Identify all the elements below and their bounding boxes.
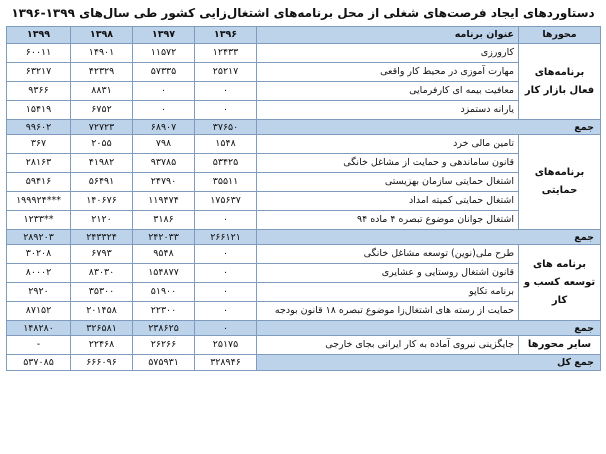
value-cell-1399: ۹۳۶۶ bbox=[7, 82, 71, 101]
table-row bbox=[7, 211, 601, 230]
category-cell: برنامه‌های فعال بازار کار bbox=[519, 44, 601, 120]
subtotal-row bbox=[7, 230, 601, 245]
value-cell-1397: ۲۶۲۶۶ bbox=[133, 336, 195, 355]
value-cell-1399: ۵۹۴۱۶ bbox=[7, 173, 71, 192]
value-cell-1396: ۰ bbox=[195, 211, 257, 230]
grand-total-cell-1397: ۵۷۵۹۳۱ bbox=[133, 355, 195, 371]
value-cell-1397: ۹۳۷۸۵ bbox=[133, 154, 195, 173]
value-cell-1399: **۱۲۳۳ bbox=[7, 211, 71, 230]
value-cell-1399: ۶۰۰۱۱ bbox=[7, 44, 71, 63]
value-cell-1396: ۰ bbox=[195, 302, 257, 321]
subtotal-cell-1399: ۹۹۶۰۲ bbox=[7, 120, 71, 135]
value-cell-1397: ۱۱۹۴۷۴ bbox=[133, 192, 195, 211]
table-row bbox=[7, 44, 601, 63]
table-row bbox=[7, 264, 601, 283]
program-cell: اشتغال جوانان موضوع تبصره ۴ ماده ۹۴ bbox=[257, 211, 519, 230]
table-row bbox=[7, 192, 601, 211]
subtotal-cell-1399: ۲۸۹۲۰۳ bbox=[7, 230, 71, 245]
value-cell-1399: - bbox=[7, 336, 71, 355]
value-cell-1397: ۱۱۵۷۲ bbox=[133, 44, 195, 63]
value-cell-1398: ۴۱۹۸۲ bbox=[71, 154, 133, 173]
value-cell-1399: ۸۷۱۵۲ bbox=[7, 302, 71, 321]
subtotal-cell-1398: ۷۲۷۲۳ bbox=[71, 120, 133, 135]
value-cell-1396: ۵۳۴۲۵ bbox=[195, 154, 257, 173]
value-cell-1399: ۳۶۷ bbox=[7, 135, 71, 154]
header-1398: ۱۳۹۸ bbox=[71, 27, 133, 44]
value-cell-1398: ۲۰۱۴۵۸ bbox=[71, 302, 133, 321]
subtotal-cell-1397: ۶۸۹۰۷ bbox=[133, 120, 195, 135]
value-cell-1396: ۰ bbox=[195, 283, 257, 302]
program-cell: قانون ساماندهی و حمایت از مشاغل خانگی bbox=[257, 154, 519, 173]
program-cell: اشتغال حمایتی کمیته امداد bbox=[257, 192, 519, 211]
value-cell-1399: ۲۸۱۶۳ bbox=[7, 154, 71, 173]
value-cell-1399: ۸۰۰۰۲ bbox=[7, 264, 71, 283]
table-row bbox=[7, 173, 601, 192]
grand-total-cell-1398: ۶۶۶۰۹۶ bbox=[71, 355, 133, 371]
value-cell-1397: ۳۱۸۶ bbox=[133, 211, 195, 230]
subtotal-label: جمع bbox=[257, 321, 601, 336]
grand-total-cell-1399: ۵۳۷۰۸۵ bbox=[7, 355, 71, 371]
table-row bbox=[7, 283, 601, 302]
subtotal-row bbox=[7, 120, 601, 135]
subtotal-cell-1399: ۱۴۸۲۸۰ bbox=[7, 321, 71, 336]
value-cell-1398: ۲۲۴۶۸ bbox=[71, 336, 133, 355]
table-row bbox=[7, 154, 601, 173]
value-cell-1398: ۳۵۳۰۰ bbox=[71, 283, 133, 302]
value-cell-1398: ۱۴۹۰۱ bbox=[71, 44, 133, 63]
category-cell: سایر محورها bbox=[519, 336, 601, 355]
program-cell: مهارت آموزی در محیط کار واقعی bbox=[257, 63, 519, 82]
subtotal-cell-1398: ۳۲۶۵۸۱ bbox=[71, 321, 133, 336]
value-cell-1397: ۵۱۹۰۰ bbox=[133, 283, 195, 302]
grand-total-row bbox=[7, 355, 601, 371]
other-axes-row bbox=[7, 336, 601, 355]
program-cell: کارورزی bbox=[257, 44, 519, 63]
program-cell: یارانه دستمزد bbox=[257, 101, 519, 120]
value-cell-1397: ۲۴۷۹۰ bbox=[133, 173, 195, 192]
table-row bbox=[7, 302, 601, 321]
program-cell: طرح ملی(نوین) توسعه مشاغل خانگی bbox=[257, 245, 519, 264]
table-row bbox=[7, 82, 601, 101]
value-cell-1397: ۱۵۴۸۷۷ bbox=[133, 264, 195, 283]
value-cell-1397: ۰ bbox=[133, 82, 195, 101]
value-cell-1396: ۲۵۱۷۵ bbox=[195, 336, 257, 355]
program-cell: برنامه تکاپو bbox=[257, 283, 519, 302]
program-cell: جایگزینی نیروی آماده به کار ایرانی بجای خارجی bbox=[257, 336, 519, 355]
header-row bbox=[7, 27, 601, 44]
value-cell-1397: ۷۹۸ bbox=[133, 135, 195, 154]
header-axis: محورها bbox=[519, 27, 601, 44]
value-cell-1396: ۰ bbox=[195, 245, 257, 264]
value-cell-1397: ۰ bbox=[133, 101, 195, 120]
grand-total-cell-1396: ۳۲۸۹۴۶ bbox=[195, 355, 257, 371]
header-program: عنوان برنامه bbox=[257, 27, 519, 44]
subtotal-label: جمع bbox=[257, 120, 601, 135]
header-1399: ۱۳۹۹ bbox=[7, 27, 71, 44]
subtotal-label: جمع bbox=[257, 230, 601, 245]
value-cell-1397: ۵۷۳۳۵ bbox=[133, 63, 195, 82]
subtotal-cell-1396: ۳۷۶۵۰ bbox=[195, 120, 257, 135]
program-cell: حمایت از رسته های اشتغال‌زا موضوع تبصره ۱۸ قانون بودجه bbox=[257, 302, 519, 321]
value-cell-1396: ۱۲۴۳۳ bbox=[195, 44, 257, 63]
category-cell: برنامه‌های حمایتی bbox=[519, 135, 601, 230]
subtotal-cell-1396: ۲۶۶۱۲۱ bbox=[195, 230, 257, 245]
value-cell-1396: ۰ bbox=[195, 82, 257, 101]
value-cell-1399: ۳۰۲۰۸ bbox=[7, 245, 71, 264]
value-cell-1399: ۶۳۲۱۷ bbox=[7, 63, 71, 82]
value-cell-1398: ۶۷۵۲ bbox=[71, 101, 133, 120]
header-1396: ۱۳۹۶ bbox=[195, 27, 257, 44]
program-cell: قانون اشتغال روستایی و عشایری bbox=[257, 264, 519, 283]
value-cell-1397: ۹۵۴۸ bbox=[133, 245, 195, 264]
grand-total-label: جمع کل bbox=[257, 355, 601, 371]
value-cell-1398: ۴۲۳۲۹ bbox=[71, 63, 133, 82]
program-cell: اشتغال حمایتی سازمان بهزیستی bbox=[257, 173, 519, 192]
subtotal-cell-1398: ۲۴۳۳۲۴ bbox=[71, 230, 133, 245]
table-row bbox=[7, 101, 601, 120]
value-cell-1398: ۸۳۰۳۰ bbox=[71, 264, 133, 283]
value-cell-1399: ***۱۹۹۹۲۴ bbox=[7, 192, 71, 211]
subtotal-cell-1397: ۲۳۸۶۲۵ bbox=[133, 321, 195, 336]
table-title: دستاوردهای ایجاد فرصت‌های شغلی از محل برنامه‌های اشتغال‌زایی کشور طی سال‌های ۱۳۹۹-۱۳۹۶ bbox=[11, 6, 595, 20]
subtotal-cell-1396: ۰ bbox=[195, 321, 257, 336]
value-cell-1396: ۰ bbox=[195, 101, 257, 120]
subtotal-row bbox=[7, 321, 601, 336]
value-cell-1398: ۱۴۰۶۷۶ bbox=[71, 192, 133, 211]
category-cell: برنامه های توسعه کسب و کار bbox=[519, 245, 601, 321]
value-cell-1396: ۳۵۵۱۱ bbox=[195, 173, 257, 192]
value-cell-1398: ۲۰۵۵ bbox=[71, 135, 133, 154]
value-cell-1399: ۲۹۲۰ bbox=[7, 283, 71, 302]
value-cell-1398: ۸۸۳۱ bbox=[71, 82, 133, 101]
program-cell: تامین مالی خرد bbox=[257, 135, 519, 154]
value-cell-1396: ۱۷۵۶۳۷ bbox=[195, 192, 257, 211]
value-cell-1399: ۱۵۴۱۹ bbox=[7, 101, 71, 120]
table-row bbox=[7, 245, 601, 264]
table-body bbox=[7, 27, 601, 371]
header-1397: ۱۳۹۷ bbox=[133, 27, 195, 44]
value-cell-1398: ۵۶۴۹۱ bbox=[71, 173, 133, 192]
value-cell-1396: ۱۵۴۸ bbox=[195, 135, 257, 154]
table-row bbox=[7, 135, 601, 154]
table-row bbox=[7, 63, 601, 82]
value-cell-1396: ۲۵۲۱۷ bbox=[195, 63, 257, 82]
employment-programs-table bbox=[6, 26, 601, 371]
value-cell-1398: ۲۱۲۰ bbox=[71, 211, 133, 230]
subtotal-cell-1397: ۲۴۲۰۳۳ bbox=[133, 230, 195, 245]
value-cell-1397: ۲۲۳۰۰ bbox=[133, 302, 195, 321]
program-cell: معافیت بیمه ای کارفرمایی bbox=[257, 82, 519, 101]
value-cell-1398: ۶۷۹۳ bbox=[71, 245, 133, 264]
value-cell-1396: ۰ bbox=[195, 264, 257, 283]
